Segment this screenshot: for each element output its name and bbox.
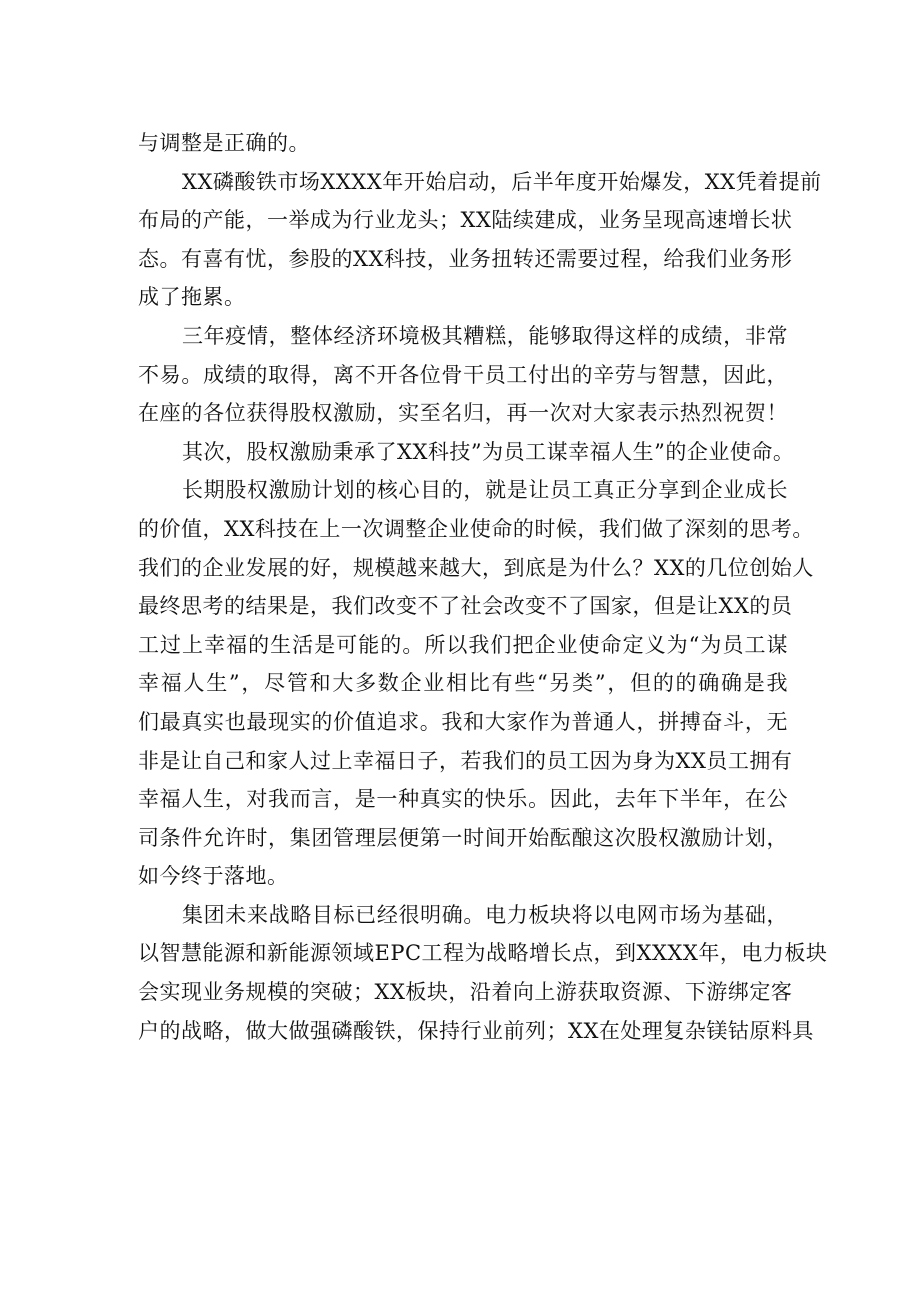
text-line: 司条件允许时，集团管理层便第一时间开始酝酿这次股权激励计划， [138, 825, 788, 850]
text-line: 布局的产能，一举成为行业龙头；XX陆续建成，业务呈现高速增长状 [138, 208, 793, 233]
text-line: 如今终于落地。 [138, 864, 289, 889]
text-line: 我们的企业发展的好，规模越来越大，到底是为什么？XX的几位创始人 [138, 555, 814, 580]
text-line: 会实现业务规模的突破；XX板块，沿着向上游获取资源、下游绑定客 [138, 980, 793, 1005]
body-text [138, 124, 828, 1050]
text-line: 非是让自己和家人过上幸福日子，若我们的员工因为身为XX员工拥有 [138, 748, 793, 773]
text-line: 最终思考的结果是，我们改变不了社会改变不了国家，但是让XX的员 [138, 594, 793, 619]
text-line: 态。有喜有忧，参股的XX科技，业务扭转还需要过程，给我们业务形 [138, 246, 793, 271]
text-line: 在座的各位获得股权激励，实至名归，再一次对大家表示热烈祝贺！ [138, 401, 788, 426]
text-line: 三年疫情，整体经济环境极其糟糕，能够取得这样的成绩，非常 [182, 323, 788, 348]
text-line: 幸福人生”，尽管和大多数企业相比有些“另类”，但的的确确是我 [138, 671, 788, 696]
text-line: 以智慧能源和新能源领域EPC工程为战略增长点，到XXXX年，电力板块 [138, 941, 828, 966]
text-line: 与调整是正确的。 [138, 131, 310, 155]
text-line: XX磷酸铁市场XXXX年开始启动，后半年度开始爆发，XX凭着提前 [182, 169, 822, 194]
text-line: 幸福人生，对我而言，是一种真实的快乐。因此，去年下半年，在公 [138, 787, 788, 812]
text-line: 长期股权激励计划的核心目的，就是让员工真正分享到企业成长 [182, 478, 788, 503]
text-line: 不易。成绩的取得，离不开各位骨干员工付出的辛劳与智慧，因此， [138, 362, 788, 387]
text-line: 们最真实也最现实的价值追求。我和大家作为普通人，拼搏奋斗，无 [138, 709, 788, 734]
text-line: 户的战略，做大做强磷酸铁，保持行业前列；XX在处理复杂镁钴原料具 [138, 1018, 814, 1043]
text-line: 集团未来战略目标已经很明确。电力板块将以电网市场为基础， [182, 902, 788, 927]
text-line: 工过上幸福的生活是可能的。所以我们把企业使命定义为“为员工谋 [138, 632, 788, 657]
text-line: 的价值，XX科技在上一次调整企业使命的时候，我们做了深刻的思考。 [138, 516, 814, 541]
text-line: 成了拖累。 [138, 285, 246, 310]
text-line: 其次，股权激励秉承了XX科技”为员工谋幸福人生”的企业使命。 [182, 439, 795, 464]
